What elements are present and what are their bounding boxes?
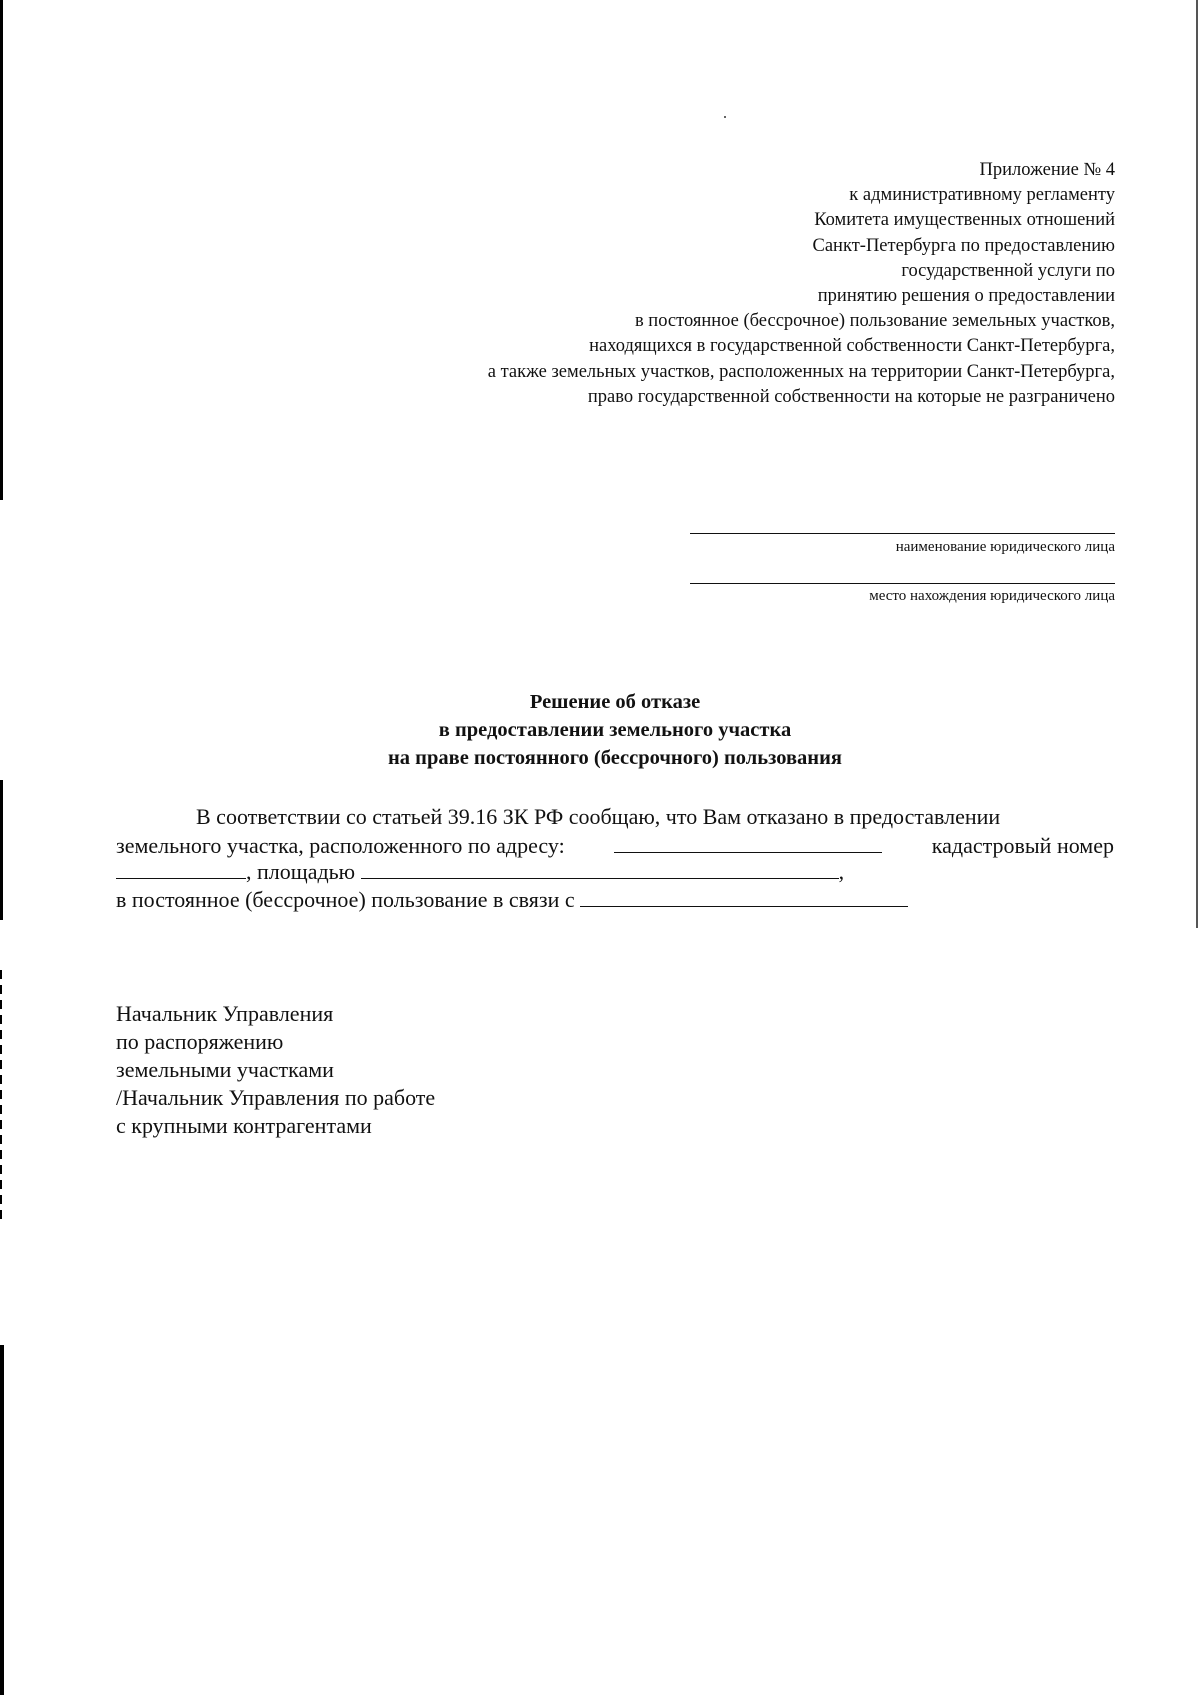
signature-line: земельными участками (116, 1057, 334, 1082)
body-text: В соответствии со статьей 39.16 ЗК РФ сообщаю, что Вам отказано в предоставлении (196, 804, 1001, 829)
signature-line: Начальник Управления (116, 1001, 334, 1026)
appendix-line: к административному регламенту (849, 185, 1115, 206)
body-line-1 (116, 803, 1114, 830)
body-line-4 (116, 886, 1114, 913)
appendix-line: Санкт-Петербурга по предоставлению (812, 235, 1115, 256)
title-line: Решение об отказе (529, 691, 701, 713)
scan-edge-mark-left-middle (0, 780, 3, 920)
scan-edge-mark-left-top (0, 0, 3, 500)
body-text: в постоянное (бессрочное) пользование в связи с (116, 887, 575, 912)
body-line-2 (116, 832, 1114, 859)
scan-dot (724, 116, 726, 118)
body-text: земельного участка, расположенного по адресу: (116, 833, 565, 858)
signature-block (116, 1000, 435, 1140)
body-text: кадастровый номер (931, 833, 1114, 858)
appendix-line: право государственной собственности на которые не разграничено (587, 386, 1115, 407)
scan-edge-mark-left-dashed (0, 970, 2, 1220)
signature-line: /Начальник Управления по работе (116, 1085, 436, 1110)
area-blank (361, 858, 839, 879)
reason-blank (580, 886, 908, 907)
appendix-line: принятию решения о предоставлении (817, 286, 1115, 307)
recipient-name-label: наименование юридического лица (895, 539, 1115, 555)
appendix-line: а также земельных участков, расположенных на территории Санкт-Петербурга, (487, 361, 1115, 382)
appendix-line: государственной услуги по (901, 260, 1115, 281)
title-line: в предоставлении земельного участка (438, 719, 792, 741)
title-line: на праве постоянного (бессрочного) пользования (387, 747, 843, 769)
signature-line: с крупными контрагентами (116, 1113, 372, 1138)
body-text: , площадью (246, 859, 356, 884)
address-blank (614, 832, 882, 853)
recipient-address-line (690, 583, 1115, 584)
recipient-name-line (690, 533, 1115, 534)
appendix-line: Комитета имущественных отношений (814, 210, 1115, 231)
appendix-line: Приложение № 4 (979, 160, 1115, 180)
body-line-3 (116, 858, 1114, 885)
appendix-line: находящихся в государственной собственности Санкт-Петербурга, (589, 336, 1115, 357)
scan-edge-mark-right (1196, 0, 1198, 928)
document-title (0, 688, 1200, 772)
recipient-address-label: место нахождения юридического лица (869, 588, 1115, 604)
signature-line: по распоряжению (116, 1029, 284, 1054)
scan-edge-mark-left-bottom (0, 1345, 4, 1695)
appendix-line: в постоянное (бессрочное) пользование земельных участков, (634, 311, 1115, 332)
appendix-header (355, 158, 1115, 410)
body-text: , (838, 859, 845, 884)
cadastral-number-blank (116, 858, 246, 879)
